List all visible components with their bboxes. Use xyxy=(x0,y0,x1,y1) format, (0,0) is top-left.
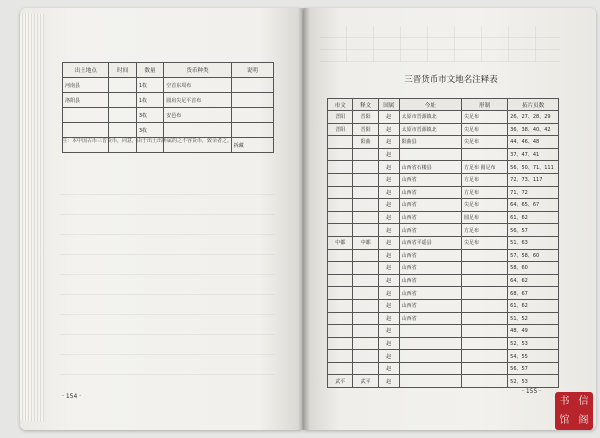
table-cell xyxy=(353,211,378,224)
table-cell xyxy=(461,312,507,325)
table-cell xyxy=(353,325,378,338)
table-cell: 68、67 xyxy=(508,287,559,300)
table-cell xyxy=(353,350,378,363)
table-cell: 晋阳 xyxy=(328,123,353,136)
table-cell xyxy=(328,299,353,312)
table-cell: 赵 xyxy=(378,199,399,212)
table-row xyxy=(328,199,559,212)
table-cell: 赵 xyxy=(378,375,399,388)
table-cell xyxy=(353,224,378,237)
table-cell xyxy=(328,350,353,363)
seal-char: 书 xyxy=(559,395,570,407)
table-cell: 山西省 xyxy=(399,274,461,287)
table-cell: 圆足布 xyxy=(461,211,507,224)
right-page-table xyxy=(327,98,559,388)
table-cell: 山西省 xyxy=(399,224,461,237)
table-cell: 晋阳 xyxy=(328,111,353,124)
table-cell: 方足布 xyxy=(461,173,507,186)
table-cell: 37、47、41 xyxy=(508,148,559,161)
table-cell: 赵 xyxy=(378,249,399,262)
table-cell: 61、62 xyxy=(508,211,559,224)
table-row xyxy=(328,249,559,262)
table-cell xyxy=(328,337,353,350)
table-cell: 48、49 xyxy=(508,325,559,338)
table-cell: 56、50、71、111 xyxy=(508,161,559,174)
table-cell xyxy=(353,312,378,325)
table-cell: 太原市晋源镇北 xyxy=(399,123,461,136)
table-cell: 尖足布 xyxy=(461,123,507,136)
table-row xyxy=(328,211,559,224)
table-cell: 空首东周布 xyxy=(164,78,232,93)
table-row xyxy=(328,337,559,350)
table-cell xyxy=(109,93,136,108)
column-header: 说明 xyxy=(231,63,273,78)
table-cell xyxy=(461,274,507,287)
note-text: 注：本中国古币三晋货币，同意，由于出土出所属的之不容货币，致余者之。 xyxy=(62,138,233,144)
table-cell xyxy=(328,161,353,174)
table-cell xyxy=(461,337,507,350)
table-cell: 赵 xyxy=(378,274,399,287)
table-header-row xyxy=(63,63,274,78)
table-cell: 尖足布 xyxy=(461,236,507,249)
table-cell xyxy=(353,186,378,199)
table-cell xyxy=(461,287,507,300)
column-header: 拓片页数 xyxy=(508,99,559,111)
table-cell xyxy=(328,186,353,199)
table-cell: 64、62 xyxy=(508,274,559,287)
left-page-number: · 154 · xyxy=(62,393,82,400)
table-cell: 赵 xyxy=(378,236,399,249)
table-row xyxy=(328,325,559,338)
table-cell xyxy=(353,161,378,174)
table-cell: 3枚 xyxy=(136,123,163,138)
table-cell xyxy=(328,148,353,161)
table-cell: 尖足布 xyxy=(461,199,507,212)
table-cell: 山西省 xyxy=(399,173,461,186)
table-row xyxy=(328,287,559,300)
table-cell: 山西省石楼县 xyxy=(399,161,461,174)
table-cell: 尖足布 xyxy=(461,136,507,149)
table-cell: 山西省 xyxy=(399,199,461,212)
table-cell xyxy=(461,148,507,161)
table-cell: 52、53 xyxy=(508,337,559,350)
table-cell xyxy=(109,78,136,93)
table-cell xyxy=(461,375,507,388)
table-row xyxy=(328,274,559,287)
table-cell xyxy=(353,148,378,161)
table-row xyxy=(328,111,559,124)
table-cell: 山西省 xyxy=(399,186,461,199)
table-header-row xyxy=(328,99,559,111)
table-cell xyxy=(353,337,378,350)
table-cell: 中都 xyxy=(328,236,353,249)
table-cell: 晋阳 xyxy=(353,123,378,136)
column-header: 数量 xyxy=(136,63,163,78)
table-cell: 赵 xyxy=(378,362,399,375)
column-header: 形制 xyxy=(461,99,507,111)
table-cell: 赵 xyxy=(378,224,399,237)
table-cell xyxy=(461,350,507,363)
table-cell: 拆藏 xyxy=(231,138,273,153)
table-cell xyxy=(328,199,353,212)
table-cell: 山西省平遥县 xyxy=(399,236,461,249)
table-cell xyxy=(328,274,353,287)
table-cell: 山西省 xyxy=(399,299,461,312)
table-row xyxy=(328,375,559,388)
table-cell xyxy=(63,123,109,138)
table-cell: 方足布 xyxy=(461,224,507,237)
table-row xyxy=(63,93,274,108)
column-header: 时间 xyxy=(109,63,136,78)
table-cell: 1枚 xyxy=(136,78,163,93)
table-cell xyxy=(461,362,507,375)
table-cell: 山西省 xyxy=(399,211,461,224)
table-cell xyxy=(399,375,461,388)
table-cell: 赵 xyxy=(378,325,399,338)
table-cell xyxy=(231,93,273,108)
table-cell: 河南县 xyxy=(63,78,109,93)
column-header: 市文 xyxy=(328,99,353,111)
table-cell xyxy=(328,249,353,262)
table-cell: 赵 xyxy=(378,312,399,325)
table-cell: 赵 xyxy=(378,173,399,186)
table-row xyxy=(63,108,274,123)
table-cell: 57、58、60 xyxy=(508,249,559,262)
table-cell xyxy=(231,123,273,138)
table-cell xyxy=(328,224,353,237)
table-cell: 山西省 xyxy=(399,312,461,325)
table-cell xyxy=(399,337,461,350)
seal-char: 信 xyxy=(578,395,589,407)
table-row xyxy=(328,224,559,237)
table-cell xyxy=(353,199,378,212)
table-cell: 阳曲县 xyxy=(399,136,461,149)
table-row xyxy=(328,148,559,161)
table-cell: 洛阳县 xyxy=(63,93,109,108)
table-cell xyxy=(328,287,353,300)
table-cell: 赵 xyxy=(378,136,399,149)
table-cell: 山西省 xyxy=(399,262,461,275)
table-cell xyxy=(353,173,378,186)
left-page-note xyxy=(62,137,272,146)
table-cell: 26、27、28、29 xyxy=(508,111,559,124)
table-cell xyxy=(461,299,507,312)
seal-char: 馆 xyxy=(559,414,570,426)
table-cell: 武平 xyxy=(328,375,353,388)
table-cell: 赵 xyxy=(378,262,399,275)
table-cell: 中都 xyxy=(353,236,378,249)
table-cell xyxy=(353,249,378,262)
table-row xyxy=(328,312,559,325)
table-cell xyxy=(461,249,507,262)
column-header: 货币种类 xyxy=(164,63,232,78)
table-cell: 圆肩尖足平首布 xyxy=(164,93,232,108)
table-row xyxy=(328,236,559,249)
table-cell: 晋阳 xyxy=(353,111,378,124)
table-cell: 山西省 xyxy=(399,249,461,262)
table-row xyxy=(328,362,559,375)
table-cell xyxy=(328,262,353,275)
table-row xyxy=(328,262,559,275)
table-cell: 方足布 xyxy=(461,186,507,199)
table-cell: 61、62 xyxy=(508,299,559,312)
table-cell xyxy=(328,325,353,338)
table-row xyxy=(328,186,559,199)
table-cell: 36、38、40、42 xyxy=(508,123,559,136)
table-row xyxy=(328,123,559,136)
table-row xyxy=(328,136,559,149)
table-cell xyxy=(328,211,353,224)
table-cell xyxy=(353,274,378,287)
table-cell: 1枚 xyxy=(136,93,163,108)
table-cell: 山西省 xyxy=(399,287,461,300)
table-cell: 赵 xyxy=(378,161,399,174)
table-cell: 71、72 xyxy=(508,186,559,199)
table-cell xyxy=(328,136,353,149)
right-page-number: · 155 · xyxy=(522,388,542,395)
right-page-title: 三晋货币市文地名注释表 xyxy=(404,75,498,85)
table-cell: 52、53 xyxy=(508,375,559,388)
table-cell: 51、63 xyxy=(508,236,559,249)
table-cell: 56、57 xyxy=(508,224,559,237)
table-cell: 赵 xyxy=(378,111,399,124)
bleed-through-table xyxy=(320,26,560,62)
table-cell: 赵 xyxy=(378,186,399,199)
collector-seal xyxy=(555,392,593,430)
seal-char: 阁 xyxy=(578,414,589,426)
table-cell: 尖足布 xyxy=(461,111,507,124)
table-cell: 赵 xyxy=(378,287,399,300)
table-cell xyxy=(461,325,507,338)
table-cell xyxy=(328,173,353,186)
column-header: 出土地点 xyxy=(63,63,109,78)
table-cell xyxy=(328,362,353,375)
table-cell xyxy=(109,108,136,123)
bleed-through-lines xyxy=(60,175,275,375)
table-cell: 赵 xyxy=(378,299,399,312)
table-cell: 安邑布 xyxy=(164,108,232,123)
table-cell: 武平 xyxy=(353,375,378,388)
table-cell: 方足布 圆足布 xyxy=(461,161,507,174)
table-cell: 赵 xyxy=(378,211,399,224)
table-cell: 太原市晋源镇北 xyxy=(399,111,461,124)
table-cell xyxy=(399,325,461,338)
table-cell: 阳曲 xyxy=(353,136,378,149)
table-row xyxy=(63,78,274,93)
table-cell: 3枚 xyxy=(136,108,163,123)
table-cell: 赵 xyxy=(378,337,399,350)
table-cell xyxy=(353,299,378,312)
table-row xyxy=(63,123,274,138)
table-row xyxy=(328,173,559,186)
column-header: 国属 xyxy=(378,99,399,111)
table-cell xyxy=(399,350,461,363)
table-body xyxy=(328,111,559,388)
table-cell xyxy=(109,123,136,138)
table-cell xyxy=(231,108,273,123)
table-cell xyxy=(63,108,109,123)
table-cell xyxy=(164,123,232,138)
column-header: 释文 xyxy=(353,99,378,111)
table-cell xyxy=(353,362,378,375)
table-row xyxy=(328,350,559,363)
table-cell: 51、52 xyxy=(508,312,559,325)
table-cell: 64、65、67 xyxy=(508,199,559,212)
page-edges xyxy=(20,14,44,422)
table-cell xyxy=(461,262,507,275)
table-cell: 56、57 xyxy=(508,362,559,375)
table-cell: 赵 xyxy=(378,123,399,136)
table-cell: 72、73、117 xyxy=(508,173,559,186)
table-cell: 赵 xyxy=(378,350,399,363)
table-row xyxy=(328,299,559,312)
table-cell xyxy=(399,148,461,161)
table-cell xyxy=(399,362,461,375)
table-row xyxy=(328,161,559,174)
table-cell: 44、46、48 xyxy=(508,136,559,149)
column-header: 今址 xyxy=(399,99,461,111)
table-cell xyxy=(353,262,378,275)
book-gutter xyxy=(298,8,310,430)
table-cell: 赵 xyxy=(378,148,399,161)
table-cell xyxy=(328,312,353,325)
table-cell xyxy=(353,287,378,300)
table-cell: 58、60 xyxy=(508,262,559,275)
table-cell: 54、55 xyxy=(508,350,559,363)
table-cell xyxy=(231,78,273,93)
